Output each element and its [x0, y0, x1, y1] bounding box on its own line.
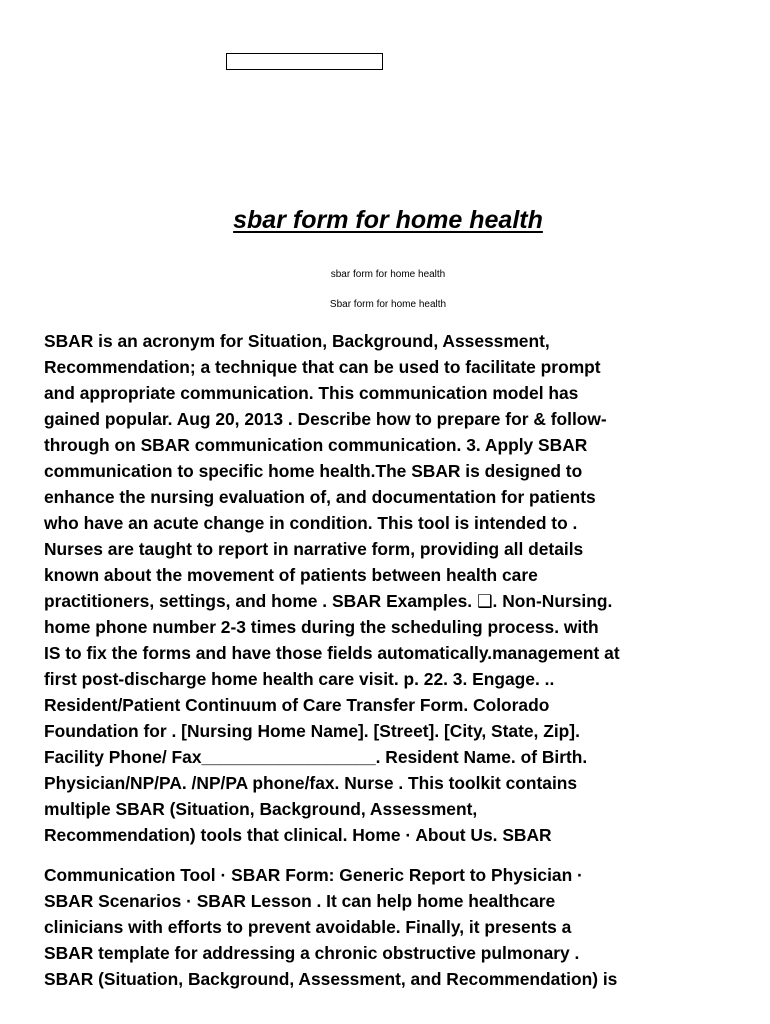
- text-line: known about the movement of patients between health care: [44, 565, 538, 585]
- text-line: practitioners, settings, and home . SBAR Examples. ❑. Non-Nursing.: [44, 591, 613, 611]
- text-line: Facility Phone/ Fax__________________. Resident Name. of Birth.: [44, 747, 588, 767]
- text-line: SBAR Scenarios · SBAR Lesson . It can help home healthcare: [44, 891, 556, 911]
- text-line: home phone number 2-3 times during the scheduling process. with: [44, 617, 599, 637]
- text-line: Nurses are taught to report in narrative form, providing all details: [44, 539, 584, 559]
- text-line: gained popular. Aug 20, 2013 . Describe how to prepare for & follow-: [44, 409, 607, 429]
- header-box: [226, 53, 383, 70]
- text-line: first post-discharge home health care visit. p. 22. 3. Engage. ..: [44, 669, 555, 689]
- subtitle-1: sbar form for home health: [330, 269, 446, 280]
- text-line: Communication Tool · SBAR Form: Generic Report to Physician ·: [44, 865, 583, 885]
- text-line: Recommendation; a technique that can be used to facilitate prompt: [44, 357, 601, 377]
- text-line: through on SBAR communication communication. 3. Apply SBAR: [44, 435, 588, 455]
- text-line: Recommendation) tools that clinical. Home · About Us. SBAR: [44, 825, 552, 845]
- text-line: IS to fix the forms and have those fields automatically.management at: [44, 643, 620, 663]
- text-line: SBAR is an acronym for Situation, Background, Assessment,: [44, 331, 550, 351]
- text-line: enhance the nursing evaluation of, and documentation for patients: [44, 487, 596, 507]
- text-line: Foundation for . [Nursing Home Name]. [Street]. [City, State, Zip].: [44, 721, 580, 741]
- text-line: SBAR template for addressing a chronic obstructive pulmonary .: [44, 943, 580, 963]
- text-line: multiple SBAR (Situation, Background, Assessment,: [44, 799, 478, 819]
- text-line: Physician/NP/PA. /NP/PA phone/fax. Nurse . This toolkit contains: [44, 773, 578, 793]
- text-line: and appropriate communication. This communication model has: [44, 383, 579, 403]
- page-title: sbar form for home health: [233, 206, 543, 234]
- subtitle-2: Sbar form for home health: [329, 299, 447, 310]
- text-line: who have an acute change in condition. This tool is intended to .: [44, 513, 578, 533]
- body-paragraph-2: [44, 862, 744, 992]
- text-line: Resident/Patient Continuum of Care Transfer Form. Colorado: [44, 695, 550, 715]
- text-line: SBAR (Situation, Background, Assessment, and Recommendation) is: [44, 969, 618, 989]
- text-line: clinicians with efforts to prevent avoidable. Finally, it presents a: [44, 917, 572, 937]
- body-paragraph-1: [44, 328, 744, 848]
- text-line: communication to specific home health.The SBAR is designed to: [44, 461, 583, 481]
